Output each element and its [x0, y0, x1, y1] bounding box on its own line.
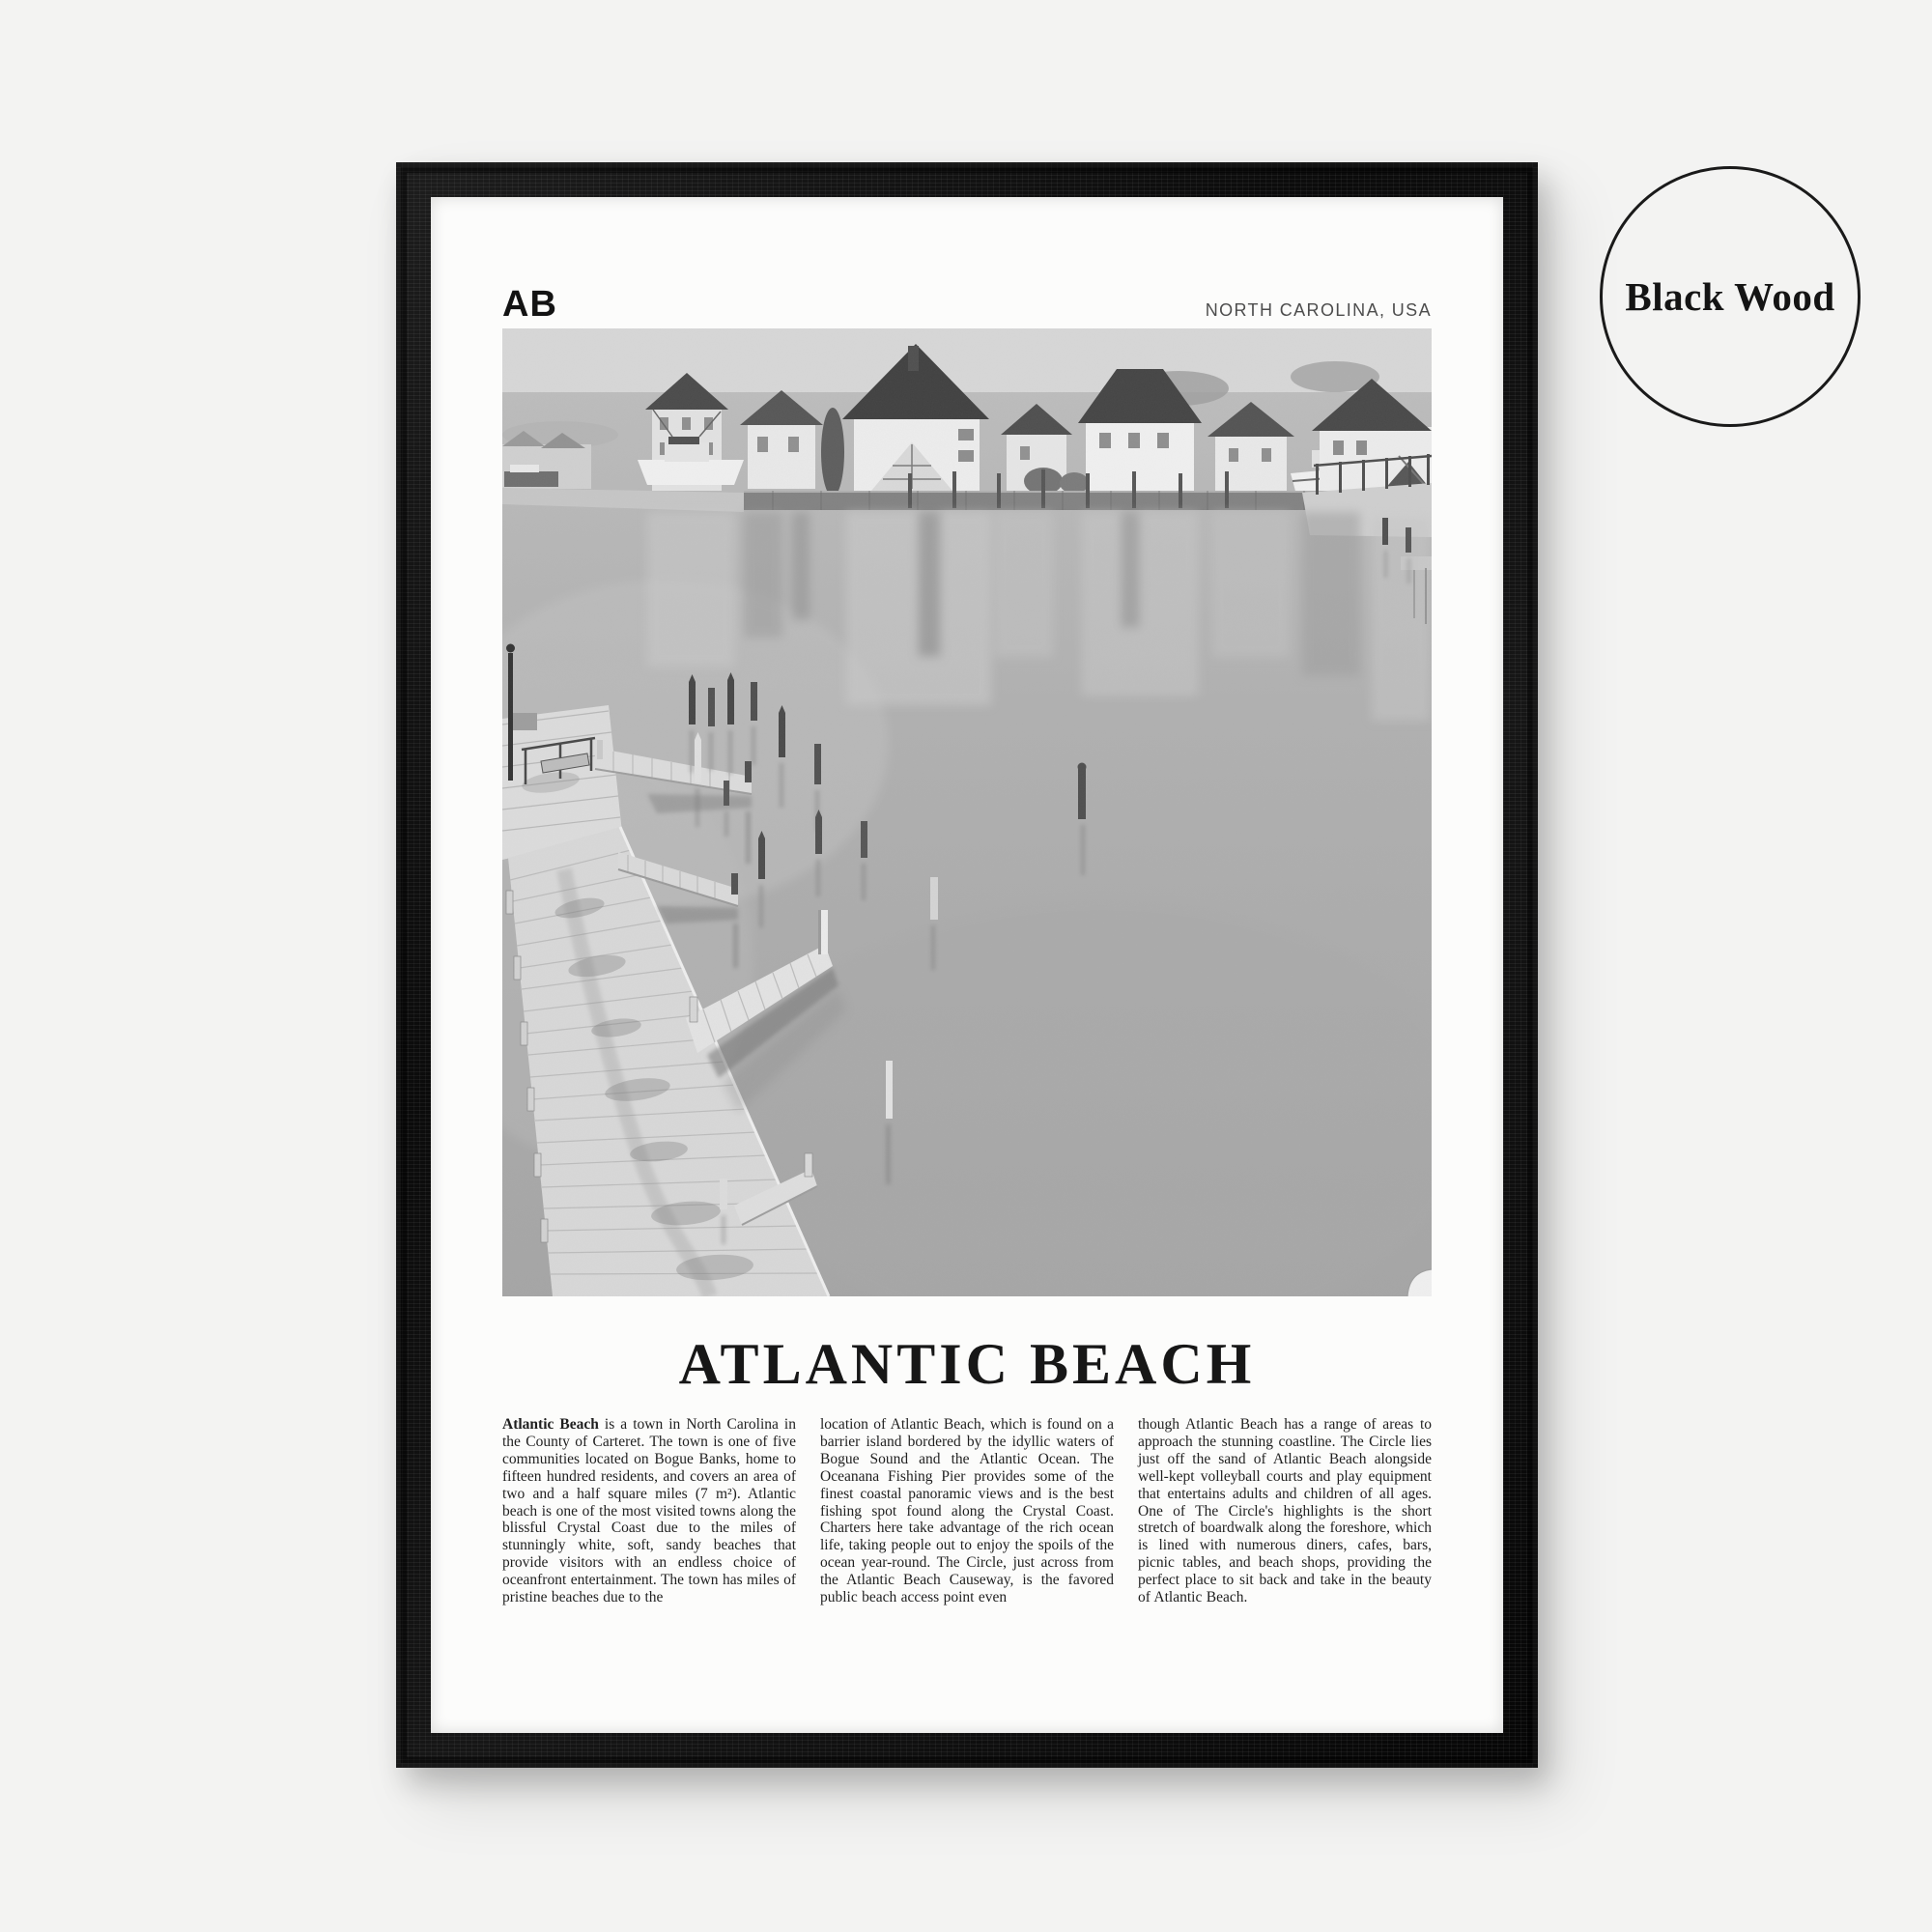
poster-body-columns — [502, 1416, 1432, 1606]
body-column-1-text: is a town in North Carolina in the County of Carteret. The town is one of five communities located on Bogue Banks, home to fifteen hundred residents, and covers an area of two and a half square miles (7 m²). Atlantic beach is one of the most visited towns along the blissful Crystal Coast due to the miles of stunningly white, soft, sandy beaches that provide visitors with an endless choice of oceanfront entertainment. The town has miles of pristine beaches due to the — [502, 1416, 796, 1606]
poster-photo — [502, 328, 1432, 1296]
poster-frame-black-wood — [396, 162, 1538, 1768]
body-column-3: though Atlantic Beach has a range of areas to approach the stunning coastline. The Circle lies just off the sand of Atlantic Beach alongside well-kept volleyball courts and play equipment that entertains adults and children of all ages. One of The Circle's highlights is the short stretch of boardwalk along the foreshore, which is lined with numerous diners, cafes, bars, picnic tables, and beach shops, providing the perfect place to sit back and take in the beauty of Atlantic Beach. — [1138, 1416, 1432, 1606]
body-column-2: location of Atlantic Beach, which is found on a barrier island bordered by the idyllic waters of Bogue Sound and the Atlantic Ocean. The Oceanana Fishing Pier provides some of the finest coastal panoramic views and is the best fishing spot found along the Crystal Coast. Charters here take advantage of the rich ocean life, taking people out to enjoy the spoils of the ocean year-round. The Circle, just across from the Atlantic Beach Causeway, is the favored public beach access point even — [820, 1416, 1114, 1606]
photo-grain-overlay — [502, 328, 1432, 1296]
poster-initials: AB — [502, 284, 557, 325]
body-column-1 — [502, 1416, 796, 1606]
dock-photo-illustration — [502, 328, 1432, 1296]
poster-mat — [431, 197, 1503, 1733]
finish-badge — [1600, 166, 1861, 427]
finish-badge-label: Black Wood — [1625, 274, 1835, 319]
poster-location-label: NORTH CAROLINA, USA — [1205, 300, 1432, 320]
poster-title: ATLANTIC BEACH — [678, 1332, 1256, 1396]
body-lead-bold: Atlantic Beach — [502, 1416, 599, 1433]
